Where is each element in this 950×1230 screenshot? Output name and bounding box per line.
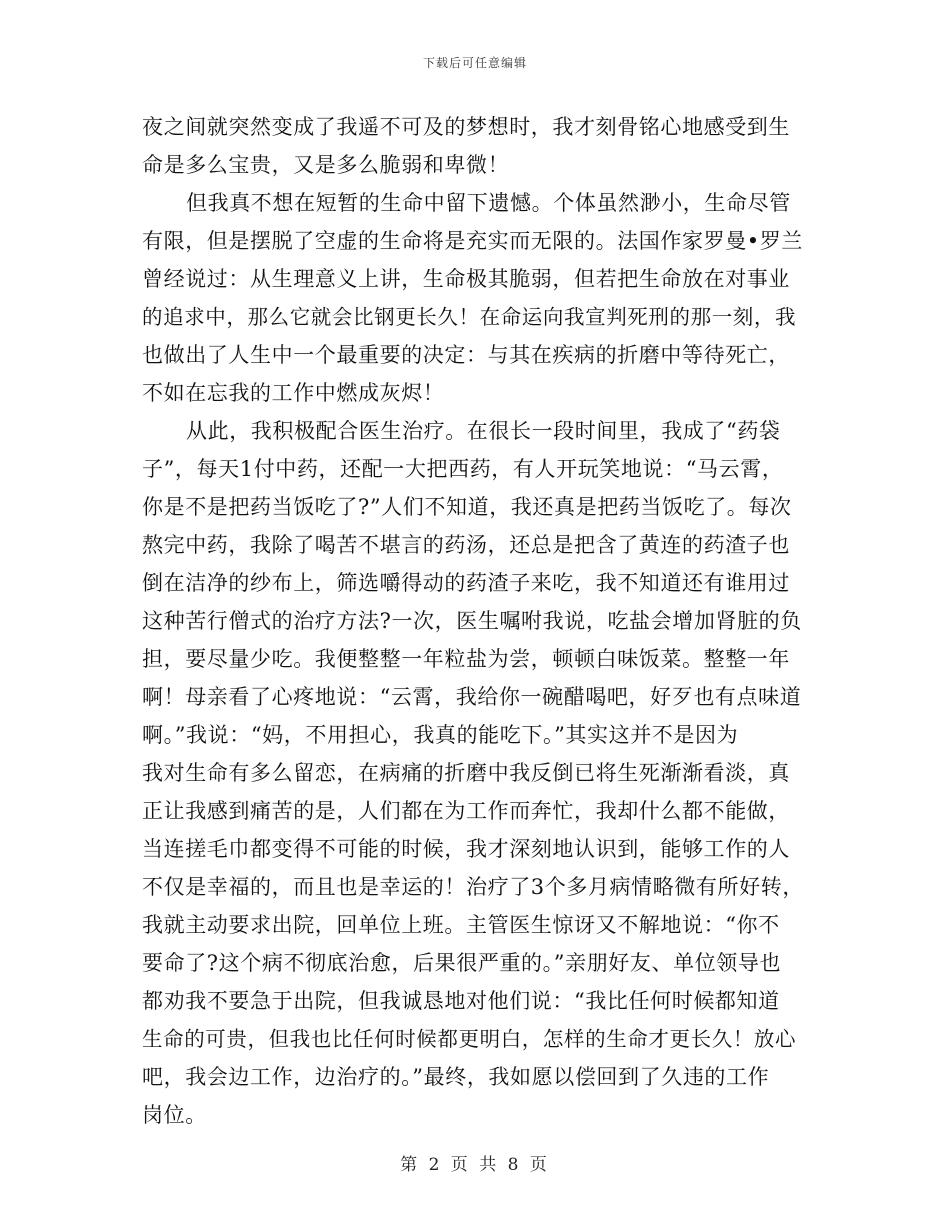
text-line: 当连搓毛巾都变得不可能的时候，我才深刻地认识到，能够工作的人 <box>142 837 790 861</box>
text-line: 这种苦行僧式的治疗方法?一次，医生嘱咐我说，吃盐会增加肾脏的负 <box>142 609 802 633</box>
text-line: 命是多么宝贵，又是多么脆弱和卑微！ <box>142 153 510 177</box>
text-line: 倒在洁净的纱布上，筛选嚼得动的药渣子来吃，我不知道还有谁用过 <box>142 571 790 595</box>
text-line: 不如在忘我的工作中燃成灰烬！ <box>142 381 445 405</box>
body-text <box>142 108 802 1134</box>
text-line: 正让我感到痛苦的是，人们都在为工作而奔忙，我却什么都不能做， <box>142 799 790 823</box>
text-line: 的追求中，那么它就会比钢更长久！在命运向我宣判死刑的那一刻，我 <box>142 305 797 329</box>
text-line: 熬完中药，我除了喝苦不堪言的药汤，还总是把含了黄连的药渣子也 <box>142 533 790 557</box>
text-line: 担，要尽量少吃。我便整整一年粒盐为尝，顿顿白味饭菜。整整一年 <box>142 647 790 671</box>
header-note: 下载后可任意编辑 <box>422 56 527 70</box>
text-line: 不仅是幸福的，而且也是幸运的！治疗了3个多月病情略微有所好转， <box>142 875 804 899</box>
text-line: 你是不是把药当饭吃了?”人们不知道，我还真是把药当饭吃了。每次 <box>142 495 792 519</box>
text-line: 吧，我会边工作，边治疗的。”最终，我如愿以偿回到了久违的工作 <box>142 1065 770 1089</box>
text-line: 我就主动要求出院，回单位上班。主管医生惊讶又不解地说：“你不 <box>142 913 780 937</box>
text-line: 啊！母亲看了心疼地说：“云霄，我给你一碗醋喝吧，好歹也有点味道 <box>142 685 802 709</box>
text-line: 要命了?这个病不彻底治愈，后果很严重的。”亲朋好友、单位领导也 <box>142 951 782 975</box>
text-line: 夜之间就突然变成了我遥不可及的梦想时，我才刻骨铭心地感受到生 <box>142 115 790 139</box>
text-line: 有限，但是摆脱了空虚的生命将是充实而无限的。法国作家罗曼•罗兰 <box>142 229 803 253</box>
page-number-footer: 第 2 页 共 8 页 <box>400 1155 550 1175</box>
text-line: 但我真不想在短暂的生命中留下遗憾。个体虽然渺小，生命尽管 <box>186 191 791 215</box>
text-line: 岗位。 <box>142 1103 207 1127</box>
text-line: 从此，我积极配合医生治疗。在很长一段时间里，我成了“药袋 <box>186 419 781 443</box>
text-line: 都劝我不要急于出院，但我诚恳地对他们说：“我比任何时候都知道 <box>142 989 780 1013</box>
text-line: 也做出了人生中一个最重要的决定：与其在疾病的折磨中等待死亡， <box>142 343 790 367</box>
text-line: 啊。”我说：“妈，不用担心，我真的能吃下。”其实这并不是因为 <box>142 723 739 747</box>
text-line: 生命的可贵，但我也比任何时候都更明白，怎样的生命才更长久！放心 <box>142 1027 797 1051</box>
text-line: 曾经说过：从生理意义上讲，生命极其脆弱，但若把生命放在对事业 <box>142 267 790 291</box>
text-line: 我对生命有多么留恋，在病痛的折磨中我反倒已将生死渐渐看淡，真 <box>142 761 790 785</box>
text-line: 子”，每天1付中药，还配一大把西药，有人开玩笑地说：“马云霄， <box>142 457 784 481</box>
